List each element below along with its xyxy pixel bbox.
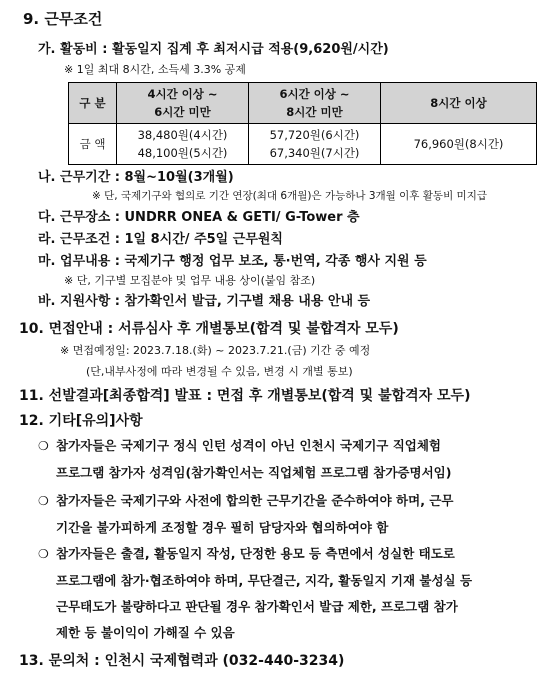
table-row	[69, 83, 537, 124]
pay-table	[68, 82, 537, 165]
notice-item-3-line-1	[38, 544, 455, 562]
table-header-cell: 구 분	[69, 83, 117, 124]
table-cell	[117, 124, 249, 165]
location-line: 다. 근무장소 : UNDRR ONEA & GETI/ G-Tower 층	[38, 210, 360, 225]
notice-item-1-line-1	[38, 436, 441, 454]
table-cell: 금 액	[69, 124, 117, 165]
notice-item-2-line-2: 기간을 불가피하게 조정할 경우 필히 담당자와 협의하여야 함	[56, 520, 389, 535]
section-9-title: 9. 근무조건	[23, 10, 103, 28]
section-12-title: 12. 기타[유의]사항	[19, 413, 143, 429]
notice-item-1-line-2: 프로그램 참가자 성격임(참가확인서는 직업체험 프로그램 참가증명서임)	[56, 465, 452, 480]
bullet-icon: ❍	[38, 547, 49, 561]
section-10-title: 10. 면접안내 : 서류심사 후 개별통보(합격 및 불합격자 모두)	[19, 321, 399, 337]
table-header-cell	[249, 83, 381, 124]
duties-note: ※ 단, 기구별 모집분야 및 업무 내용 상이(붙임 참조)	[64, 274, 316, 287]
notice-item-2-line-1	[38, 491, 453, 509]
duties-line: 마. 업무내용 : 국제기구 행정 업무 보조, 통·번역, 각종 행사 지원 등	[38, 254, 427, 269]
notice-item-3-line-3: 근무태도가 불량하다고 판단될 경우 참가확인서 발급 제한, 프로그램 참가	[56, 599, 458, 614]
section-13-title: 13. 문의처 : 인천시 국제협력과 (032-440-3234)	[19, 653, 345, 669]
cell-text: 48,100원(5시간)	[137, 146, 228, 160]
pay-note: ※ 1일 최대 8시간, 소득세 3.3% 공제	[64, 63, 246, 76]
interview-note-1: ※ 면접예정일: 2023.7.18.(화) ~ 2023.7.21.(금) 기간 중 예정	[60, 344, 371, 357]
pay-line: 가. 활동비 : 활동일지 집계 후 최저시급 적용(9,620원/시간)	[38, 42, 389, 57]
table-cell: 76,960원(8시간)	[381, 124, 537, 165]
notice-text: 참가자들은 국제기구 정식 인턴 성격이 아닌 인천시 국제기구 직업체험	[56, 438, 441, 453]
period-line: 나. 근무기간 : 8월~10월(3개월)	[38, 170, 234, 185]
interview-note-2: (단,내부사정에 따라 변경될 수 있음, 변경 시 개별 통보)	[86, 365, 353, 378]
section-11-title: 11. 선발결과[최종합격] 발표 : 면접 후 개별통보(합격 및 불합격자 모두)	[19, 388, 471, 404]
cell-text: 38,480원(4시간)	[137, 128, 228, 142]
support-line: 바. 지원사항 : 참가확인서 발급, 기구별 채용 내용 안내 등	[38, 294, 371, 309]
table-cell	[249, 124, 381, 165]
period-note: ※ 단, 국제기구와 협의로 기간 연장(최대 6개월)은 가능하나 3개월 이후 활동비 미지급	[92, 190, 487, 202]
notice-item-3-line-4: 제한 등 불이익이 가해질 수 있음	[56, 625, 235, 640]
header-text: 6시간 미만	[154, 105, 211, 119]
bullet-icon: ❍	[38, 494, 49, 508]
table-header-cell: 8시간 이상	[381, 83, 537, 124]
table-row	[69, 124, 537, 165]
conditions-line: 라. 근무조건 : 1일 8시간/ 주5일 근무원칙	[38, 232, 283, 247]
header-text: 4시간 이상 ~	[147, 87, 218, 101]
cell-text: 67,340원(7시간)	[269, 146, 360, 160]
header-text: 6시간 이상 ~	[279, 87, 350, 101]
notice-text: 참가자들은 출결, 활동일지 작성, 단정한 용모 등 측면에서 성실한 태도로	[56, 546, 455, 561]
notice-text: 참가자들은 국제기구와 사전에 합의한 근무기간을 준수하여야 하며, 근무	[56, 493, 454, 508]
notice-item-3-line-2: 프로그램에 참가·협조하여야 하며, 무단결근, 지각, 활동일지 기재 불성실 등	[56, 573, 473, 588]
table-header-cell	[117, 83, 249, 124]
bullet-icon: ❍	[38, 439, 49, 453]
header-text: 8시간 미만	[286, 105, 343, 119]
cell-text: 57,720원(6시간)	[269, 128, 360, 142]
